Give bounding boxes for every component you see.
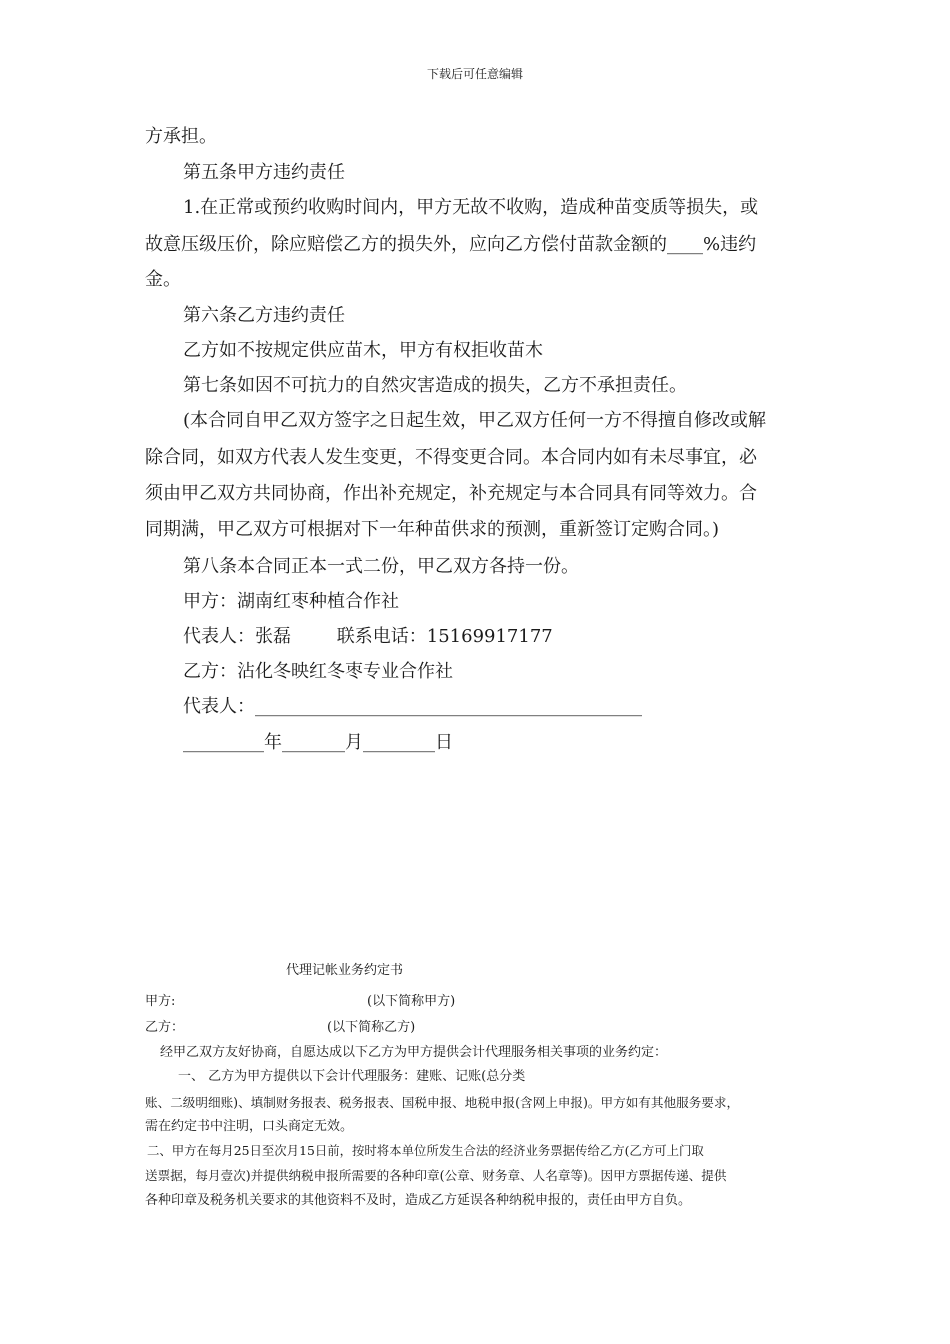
article-8-line: 第八条本合同正本一式二份，甲乙双方各持一份。 bbox=[183, 556, 579, 577]
article-6-heading: 第六条乙方违约责任 bbox=[183, 305, 345, 326]
party-b-suffix: (以下简称乙方) bbox=[327, 1020, 416, 1035]
article-5-heading: 第五条甲方违约责任 bbox=[183, 162, 345, 183]
party-b-label: 乙方： bbox=[145, 1020, 185, 1035]
paragraph-line: 乙方如不按规定供应苗木，甲方有权拒收苗木 bbox=[183, 340, 543, 361]
paragraph-line: 故意压级压价，除应赔偿乙方的损失外，应向乙方偿付苗款金额的____%违约 bbox=[145, 234, 757, 255]
paragraph-line: 除合同，如双方代表人发生变更，不得变更合同。本合同内如有未尽事宜，必 bbox=[145, 447, 757, 468]
clause-1-line: 账、二级明细账)、填制财务报表、税务报表、国税申报、地税申报(含网上申报)。甲方如有其他服务要求， bbox=[145, 1095, 740, 1110]
clause-2-line: 送票据，每月壹次)并提供纳税申报所需要的各种印章(公章、财务章、人名章等)。因甲方票据传递、提供 bbox=[145, 1168, 727, 1183]
date-line: _________年_______月________日 bbox=[183, 732, 453, 753]
article-7-line: 第七条如因不可抗力的自然灾害造成的损失，乙方不承担责任。 bbox=[183, 375, 687, 396]
party-a-label: 甲方: bbox=[145, 994, 176, 1009]
page-header: 下载后可任意编辑 bbox=[426, 67, 523, 81]
party-b-representative-line: 代表人：___________________________________________ bbox=[183, 696, 642, 717]
clause-2-line: 二、甲方在每月25日至次月15日前，按时将本单位所发生合法的经济业务票据传给乙方(乙方可上门取 bbox=[147, 1143, 704, 1158]
paragraph-line: (本合同自甲乙双方签字之日起生效，甲乙双方任何一方不得擅自修改或解 bbox=[183, 410, 767, 431]
party-a-representative-line: 代表人：张磊 联系电话：15169917177 bbox=[183, 626, 553, 647]
party-a-line: 甲方：湖南红枣种植合作社 bbox=[183, 591, 399, 612]
party-b-line: 乙方：沾化冬映红冬枣专业合作社 bbox=[183, 661, 453, 682]
paragraph-line: 金。 bbox=[145, 269, 181, 290]
document-title: 代理记帐业务约定书 bbox=[286, 963, 404, 978]
intro-paragraph: 经甲乙双方友好协商，自愿达成以下乙方为甲方提供会计代理服务相关事项的业务约定： bbox=[160, 1045, 668, 1060]
clause-1-line: 一、 乙方为甲方提供以下会计代理服务：建账、记账(总分类 bbox=[178, 1069, 526, 1084]
paragraph-line: 同期满，甲乙双方可根据对下一年种苗供求的预测，重新签订定购合同。) bbox=[145, 519, 720, 540]
paragraph-line: 须由甲乙双方共同协商，作出补充规定，补充规定与本合同具有同等效力。合 bbox=[145, 483, 757, 504]
party-a-suffix: (以下简称甲方) bbox=[367, 994, 456, 1009]
paragraph-line: 方承担。 bbox=[145, 126, 217, 147]
paragraph-line: 1.在正常或预约收购时间内，甲方无故不收购，造成种苗变质等损失，或 bbox=[183, 197, 759, 218]
clause-2-line: 各种印章及税务机关要求的其他资料不及时，造成乙方延误各种纳税申报的，责任由甲方自负。 bbox=[145, 1193, 692, 1208]
clause-1-line: 需在约定书中注明，口头商定无效。 bbox=[145, 1119, 354, 1134]
